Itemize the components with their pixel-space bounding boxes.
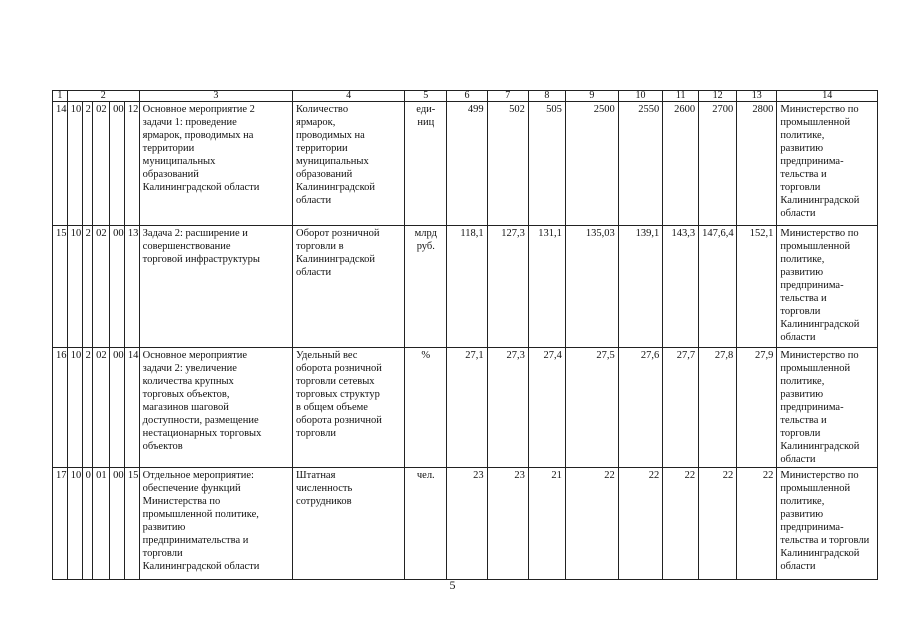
value-cell-8: 131,1: [528, 226, 565, 348]
code-cell-2: 2: [82, 226, 93, 348]
table-row: [53, 348, 878, 468]
header-cell-2: 2: [67, 91, 139, 102]
code-cell-3: 02: [93, 226, 110, 348]
row-number-cell: 14: [53, 102, 68, 226]
value-cell-10: 2550: [618, 102, 662, 226]
value-cell-13: 27,9: [737, 348, 777, 468]
unit-cell: еди- ниц: [405, 102, 447, 226]
code-cell-4: 00: [110, 102, 125, 226]
header-row: [53, 91, 878, 102]
indicator-name-cell: Штатная численность сотрудников: [293, 468, 405, 580]
unit-cell: чел.: [405, 468, 447, 580]
code-cell-2: 0: [82, 468, 93, 580]
value-cell-10: 139,1: [618, 226, 662, 348]
value-cell-12: 27,8: [699, 348, 737, 468]
code-cell-1: 10: [67, 468, 82, 580]
value-cell-6: 499: [447, 102, 487, 226]
value-cell-6: 118,1: [447, 226, 487, 348]
value-cell-12: 22: [699, 468, 737, 580]
header-cell-6: 6: [447, 91, 487, 102]
indicator-name-cell: Удельный вес оборота розничной торговли сетевых торговых структур в общем объеме оборота розничной торговли: [293, 348, 405, 468]
code-cell-1: 10: [67, 102, 82, 226]
header-cell-8: 8: [528, 91, 565, 102]
value-cell-8: 21: [528, 468, 565, 580]
activity-name-cell: Основное мероприятие 2 задачи 1: проведение ярмарок, проводимых на территории муниципальных образований Калининградской области: [139, 102, 292, 226]
row-number-cell: 16: [53, 348, 68, 468]
code-cell-3: 02: [93, 348, 110, 468]
code-cell-3: 02: [93, 102, 110, 226]
executor-cell: Министерство по промышленной политике, развитию предпринима- тельства и торговли Калининградской области: [777, 468, 878, 580]
executor-cell: Министерство по промышленной политике, развитию предпринима- тельства и торговли Калининградской области: [777, 226, 878, 348]
code-cell-1: 10: [67, 226, 82, 348]
code-cell-5: 12: [124, 102, 139, 226]
value-cell-9: 22: [565, 468, 618, 580]
header-cell-14: 14: [777, 91, 878, 102]
value-cell-11: 27,7: [663, 348, 699, 468]
page-number: 5: [449, 578, 456, 592]
row-number-cell: 17: [53, 468, 68, 580]
value-cell-9: 27,5: [565, 348, 618, 468]
code-cell-4: 00: [110, 468, 125, 580]
code-cell-4: 00: [110, 348, 125, 468]
code-cell-5: 15: [124, 468, 139, 580]
code-cell-5: 13: [124, 226, 139, 348]
header-cell-4: 4: [293, 91, 405, 102]
code-cell-2: 2: [82, 348, 93, 468]
code-cell-2: 2: [82, 102, 93, 226]
code-cell-4: 00: [110, 226, 125, 348]
value-cell-12: 2700: [699, 102, 737, 226]
row-number-cell: 15: [53, 226, 68, 348]
unit-cell: млрд руб.: [405, 226, 447, 348]
header-cell-9: 9: [565, 91, 618, 102]
value-cell-11: 143,3: [663, 226, 699, 348]
value-cell-6: 23: [447, 468, 487, 580]
value-cell-13: 152,1: [737, 226, 777, 348]
header-cell-13: 13: [737, 91, 777, 102]
header-cell-3: 3: [139, 91, 292, 102]
code-cell-1: 10: [67, 348, 82, 468]
value-cell-9: 2500: [565, 102, 618, 226]
program-indicators-table: [52, 90, 878, 580]
value-cell-7: 127,3: [487, 226, 528, 348]
value-cell-7: 27,3: [487, 348, 528, 468]
value-cell-11: 22: [663, 468, 699, 580]
header-cell-12: 12: [699, 91, 737, 102]
unit-cell: %: [405, 348, 447, 468]
executor-cell: Министерство по промышленной политике, развитию предпринима- тельства и торговли Калининградской области: [777, 348, 878, 468]
value-cell-13: 2800: [737, 102, 777, 226]
code-cell-5: 14: [124, 348, 139, 468]
activity-name-cell: Основное мероприятие задачи 2: увеличение количества крупных торговых объектов, магазинов шаговой доступности, размещение нестационарных торговых объектов: [139, 348, 292, 468]
table-row: [53, 468, 878, 580]
value-cell-8: 505: [528, 102, 565, 226]
executor-cell: Министерство по промышленной политике, развитию предпринима- тельства и торговли Калининградской области: [777, 102, 878, 226]
header-cell-11: 11: [663, 91, 699, 102]
activity-name-cell: Задача 2: расширение и совершенствование торговой инфраструктуры: [139, 226, 292, 348]
header-cell-5: 5: [405, 91, 447, 102]
code-cell-3: 01: [93, 468, 110, 580]
table-row: [53, 102, 878, 226]
header-cell-7: 7: [487, 91, 528, 102]
value-cell-7: 23: [487, 468, 528, 580]
value-cell-11: 2600: [663, 102, 699, 226]
value-cell-9: 135,03: [565, 226, 618, 348]
indicator-name-cell: Количество ярмарок, проводимых на территории муниципальных образований Калининградской области: [293, 102, 405, 226]
indicator-name-cell: Оборот розничной торговли в Калининградской области: [293, 226, 405, 348]
value-cell-10: 27,6: [618, 348, 662, 468]
value-cell-10: 22: [618, 468, 662, 580]
value-cell-8: 27,4: [528, 348, 565, 468]
header-cell-10: 10: [618, 91, 662, 102]
activity-name-cell: Отдельное мероприятие: обеспечение функций Министерства по промышленной политике, развитию предпринимательства и торговли Калининградской области: [139, 468, 292, 580]
value-cell-12: 147,6,4: [699, 226, 737, 348]
value-cell-13: 22: [737, 468, 777, 580]
header-cell-1: 1: [53, 91, 68, 102]
value-cell-7: 502: [487, 102, 528, 226]
value-cell-6: 27,1: [447, 348, 487, 468]
table-row: [53, 226, 878, 348]
